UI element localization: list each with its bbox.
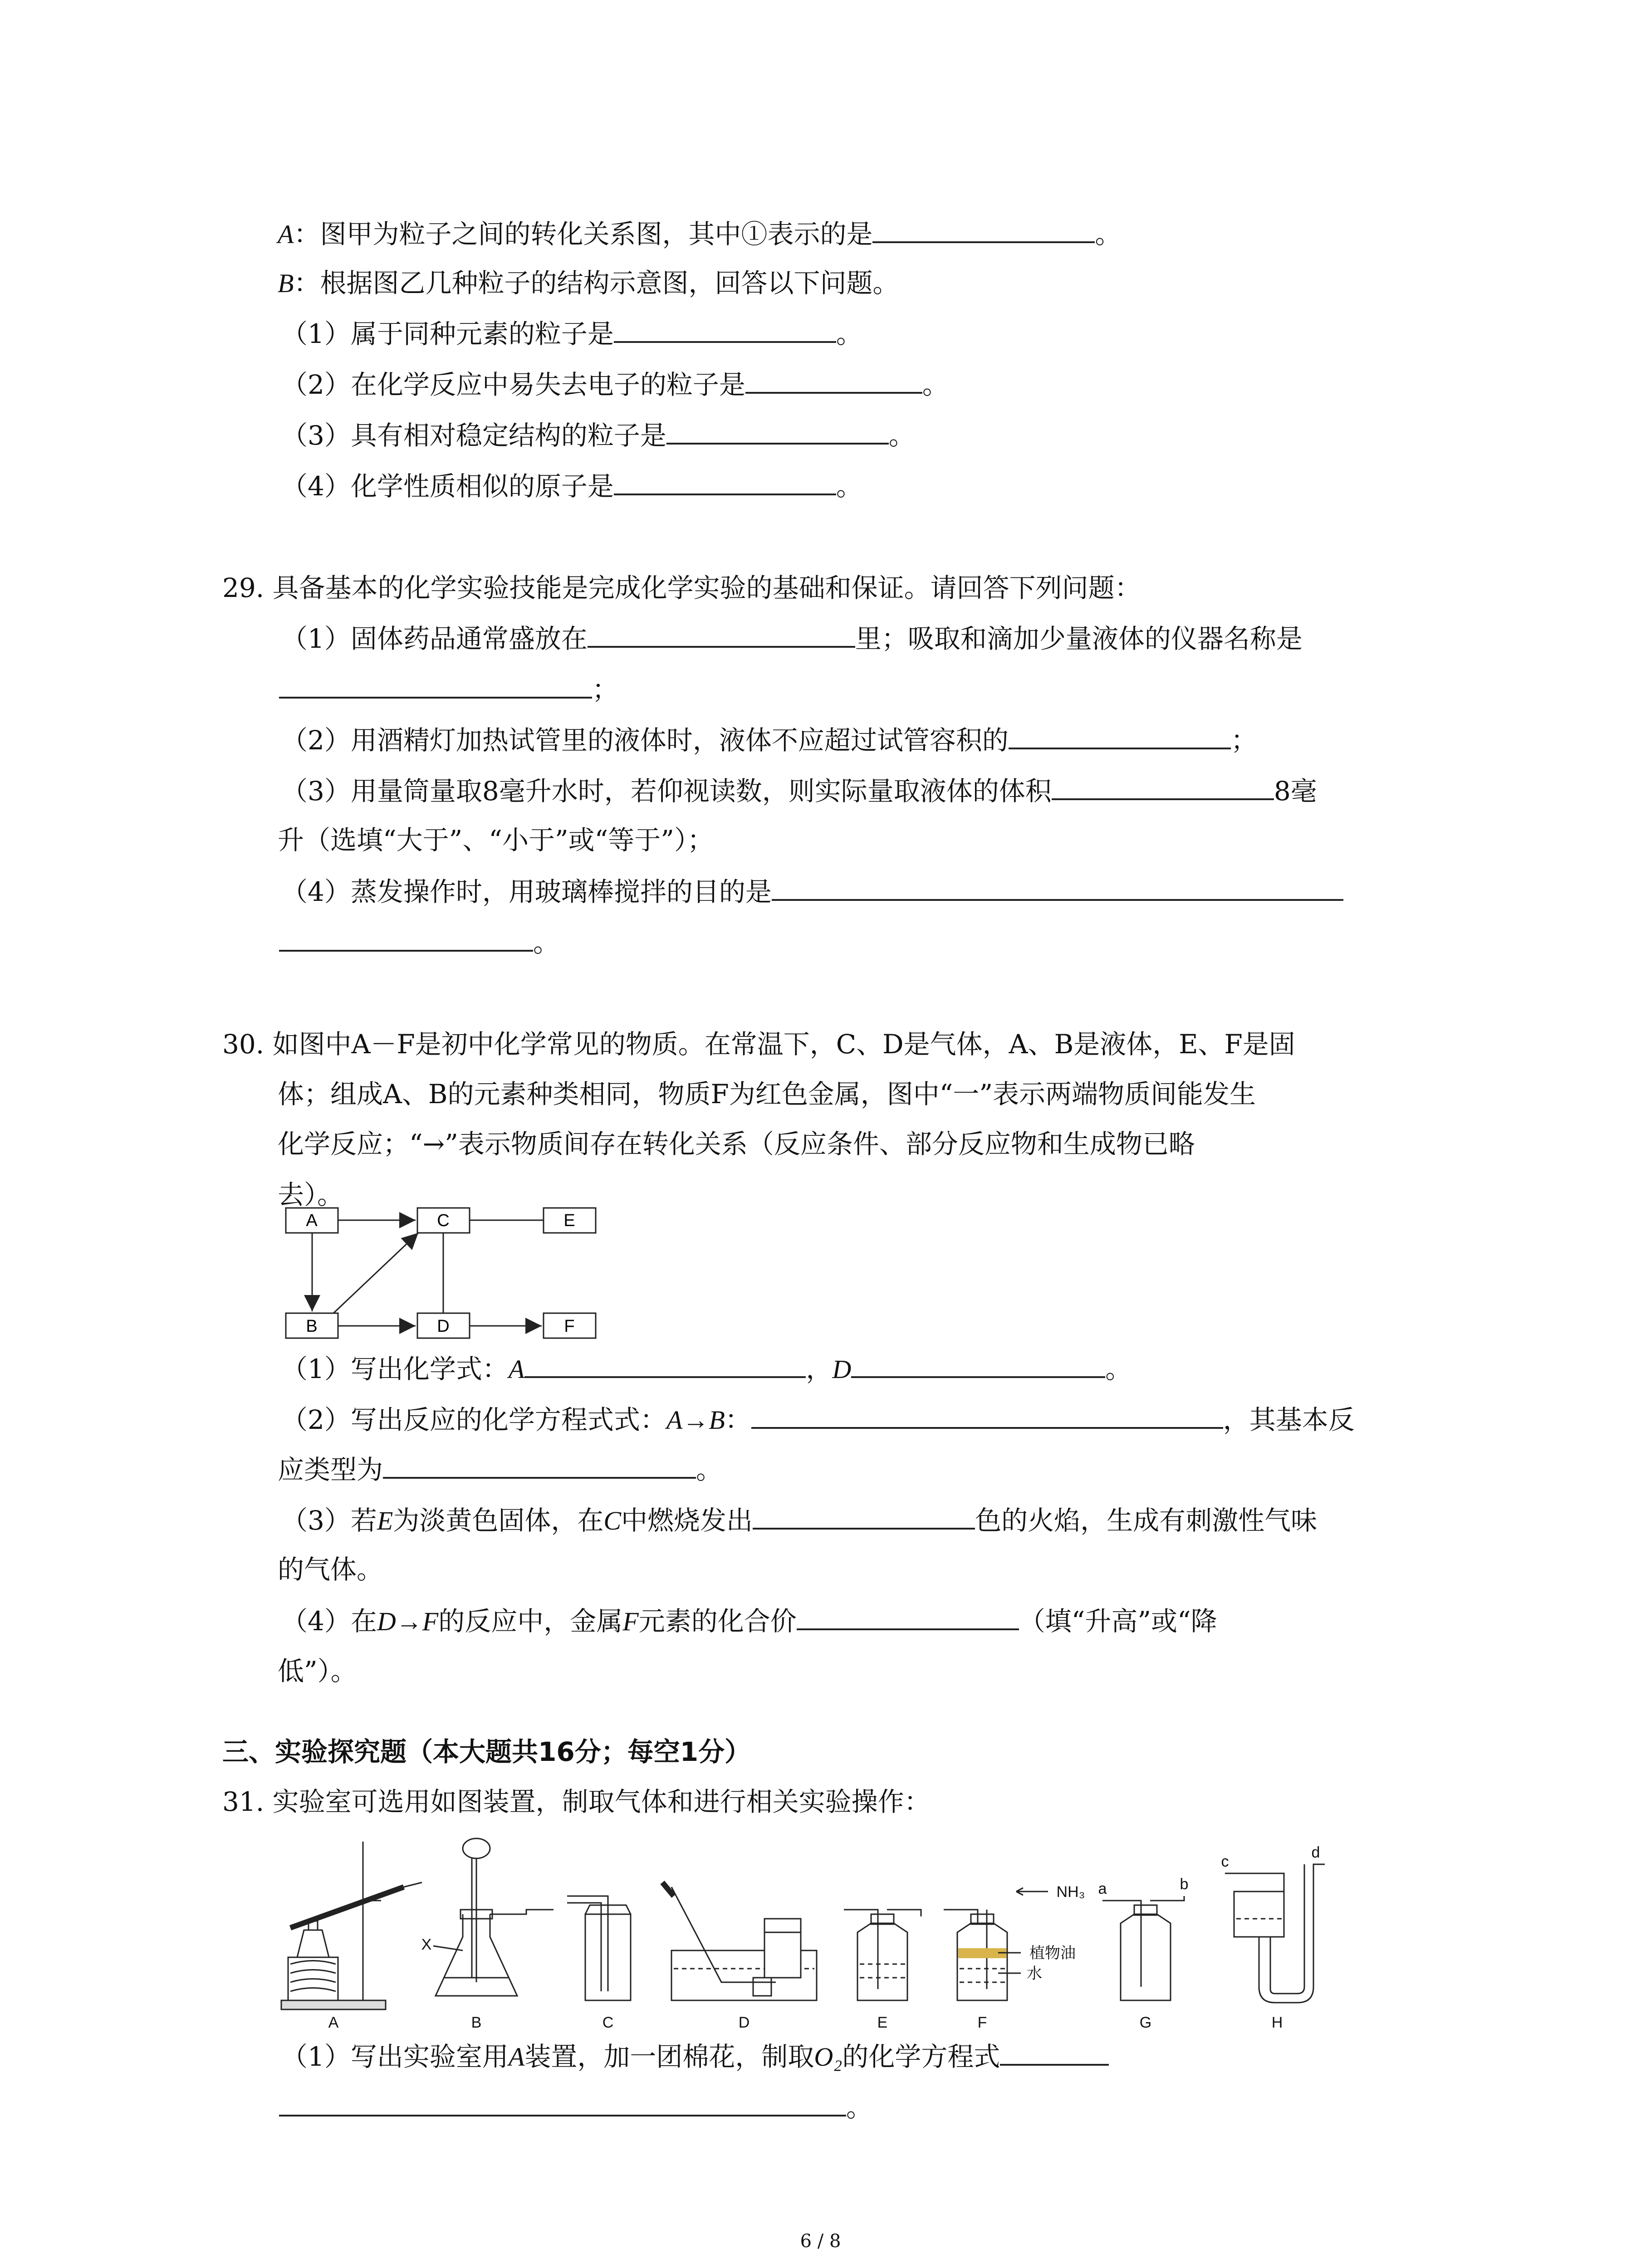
q30-p4: （4）在D→F的反应中，金属F元素的化合价 （填“升高”或“降 (281, 1602, 1217, 1640)
label-b: b (1180, 1876, 1189, 1893)
answer-blank[interactable] (797, 1602, 1019, 1630)
q30-p4-cont: 低”）。 (278, 1656, 357, 1686)
label-B: B (471, 2014, 482, 2031)
apparatus-F (944, 1888, 1048, 2000)
answer-blank[interactable] (1000, 2038, 1109, 2066)
apparatus-E (844, 1910, 921, 2000)
label-X: X (421, 1936, 432, 1953)
q31-apparatus-figure (272, 1833, 1325, 2032)
q30-p2: （2）写出反应的化学方程式式：A→B： ，其基本反 (281, 1401, 1355, 1438)
label-B: B (278, 269, 294, 298)
answer-blank[interactable] (851, 1350, 1105, 1378)
answer-blank[interactable] (588, 620, 855, 648)
q28-b-line: B：根据图乙几种粒子的结构示意图，回答以下问题。 (278, 268, 899, 298)
q29-p4-cont: 。 (279, 924, 559, 961)
answer-blank[interactable] (753, 1501, 975, 1530)
q30-line1: 30. 如图中A－F是初中化学常见的物质。在常温下，C、D是气体，A、B是液体，E、F是固 (222, 1029, 1295, 1060)
q29-p3: （3）用量筒量取8毫升水时，若仰视读数，则实际量取液体的体积 8毫 (281, 772, 1317, 809)
q30-p3: （3）若E为淡黄色固体，在C中燃烧发出 色的火焰，生成有刺激性气味 (281, 1501, 1317, 1539)
answer-blank[interactable] (614, 315, 836, 343)
q30-p1: （1）写出化学式：A ，D 。 (281, 1350, 1132, 1388)
q29-p4: （4）蒸发操作时，用玻璃棒搅拌的目的是 (281, 873, 1343, 910)
q28-p1: （1）属于同种元素的粒子是 。 (281, 315, 862, 352)
answer-blank[interactable] (279, 2088, 846, 2116)
answer-blank[interactable] (614, 467, 836, 495)
q31-p1: （1）写出实验室用A装置，加一团棉花，制取O₂的化学方程式 (281, 2038, 1109, 2075)
q31-stem: 31. 实验室可选用如图装置，制取气体和进行相关实验操作： (222, 1786, 931, 1817)
apparatus-A (281, 1842, 422, 2009)
label-a: a (1098, 1880, 1107, 1897)
label-d: d (1311, 1844, 1320, 1861)
answer-blank[interactable] (751, 1401, 1223, 1429)
apparatus-B (433, 1838, 554, 1996)
label-E: E (877, 2014, 888, 2031)
apparatus-H (1225, 1864, 1325, 2003)
q29-p1-cont: ； (279, 670, 618, 708)
q30-line2: 体；组成A、B的元素种类相同，物质F为红色金属，图中“一”表示两端物质间能发生 (278, 1079, 1256, 1110)
answer-blank[interactable] (279, 924, 533, 952)
q28-p4: （4）化学性质相似的原子是 。 (281, 467, 862, 504)
q28-p3: （3）具有相对稳定结构的粒子是 。 (281, 416, 915, 454)
node-E: E (563, 1211, 575, 1230)
answer-blank[interactable] (745, 366, 922, 394)
q30-p3-cont: 的气体。 (278, 1554, 383, 1585)
label-D: D (738, 2014, 750, 2031)
node-C: C (437, 1211, 450, 1230)
q29-p3-cont: 升（选填“大于”、“小于”或“等于”）； (278, 825, 714, 855)
answer-blank[interactable] (1052, 772, 1274, 800)
label-C: C (602, 2014, 614, 2031)
label-nh3: NH₃ (1056, 1883, 1085, 1901)
label-c: c (1221, 1853, 1229, 1870)
node-A: A (306, 1211, 318, 1230)
q29-p1: （1）固体药品通常盛放在 里；吸取和滴加少量液体的仪器名称是 (281, 620, 1303, 657)
label-A: A (278, 220, 294, 249)
q30-line3: 化学反应；“→”表示物质间存在转化关系（反应条件、部分反应物和生成物已略 (278, 1129, 1195, 1159)
answer-blank[interactable] (383, 1451, 696, 1479)
answer-blank[interactable] (524, 1350, 806, 1378)
q30-relation-diagram (281, 1204, 599, 1340)
page-number: 6 / 8 (800, 2231, 841, 2252)
answer-blank[interactable] (666, 416, 889, 445)
label-G: G (1139, 2014, 1152, 2031)
node-B: B (306, 1317, 318, 1336)
answer-blank[interactable] (772, 873, 1343, 901)
label-H: H (1271, 2014, 1283, 2031)
answer-blank[interactable] (279, 670, 592, 699)
node-D: D (437, 1317, 450, 1336)
answer-blank[interactable] (872, 215, 1095, 243)
label-water: 水 (1027, 1965, 1042, 1982)
q28-a-line: A：图甲为粒子之间的转化关系图，其中①表示的是 。 (278, 215, 1121, 253)
q30-line4: 去）。 (278, 1179, 344, 1210)
label-F: F (977, 2014, 987, 2031)
answer-blank[interactable] (1009, 721, 1231, 749)
q29-p2: （2）用酒精灯加热试管里的液体时，液体不应超过试管容积的 ； (281, 721, 1257, 758)
apparatus-D (662, 1882, 817, 2000)
q31-p1-cont: 。 (279, 2088, 872, 2126)
q30-p2-cont: 应类型为 。 (278, 1451, 722, 1488)
q28-p2: （2）在化学反应中易失去电子的粒子是 。 (281, 366, 949, 403)
section-title: 三、实验探究题（本大题共16分；每空1分） (222, 1736, 751, 1767)
node-F: F (564, 1317, 575, 1336)
q29-stem: 29. 具备基本的化学实验技能是完成化学实验的基础和保证。请回答下列问题： (222, 572, 1141, 603)
label-A: A (328, 2014, 339, 2031)
apparatus-C (567, 1896, 631, 2000)
apparatus-G (1102, 1896, 1184, 2000)
label-oil: 植物油 (1029, 1945, 1076, 1962)
